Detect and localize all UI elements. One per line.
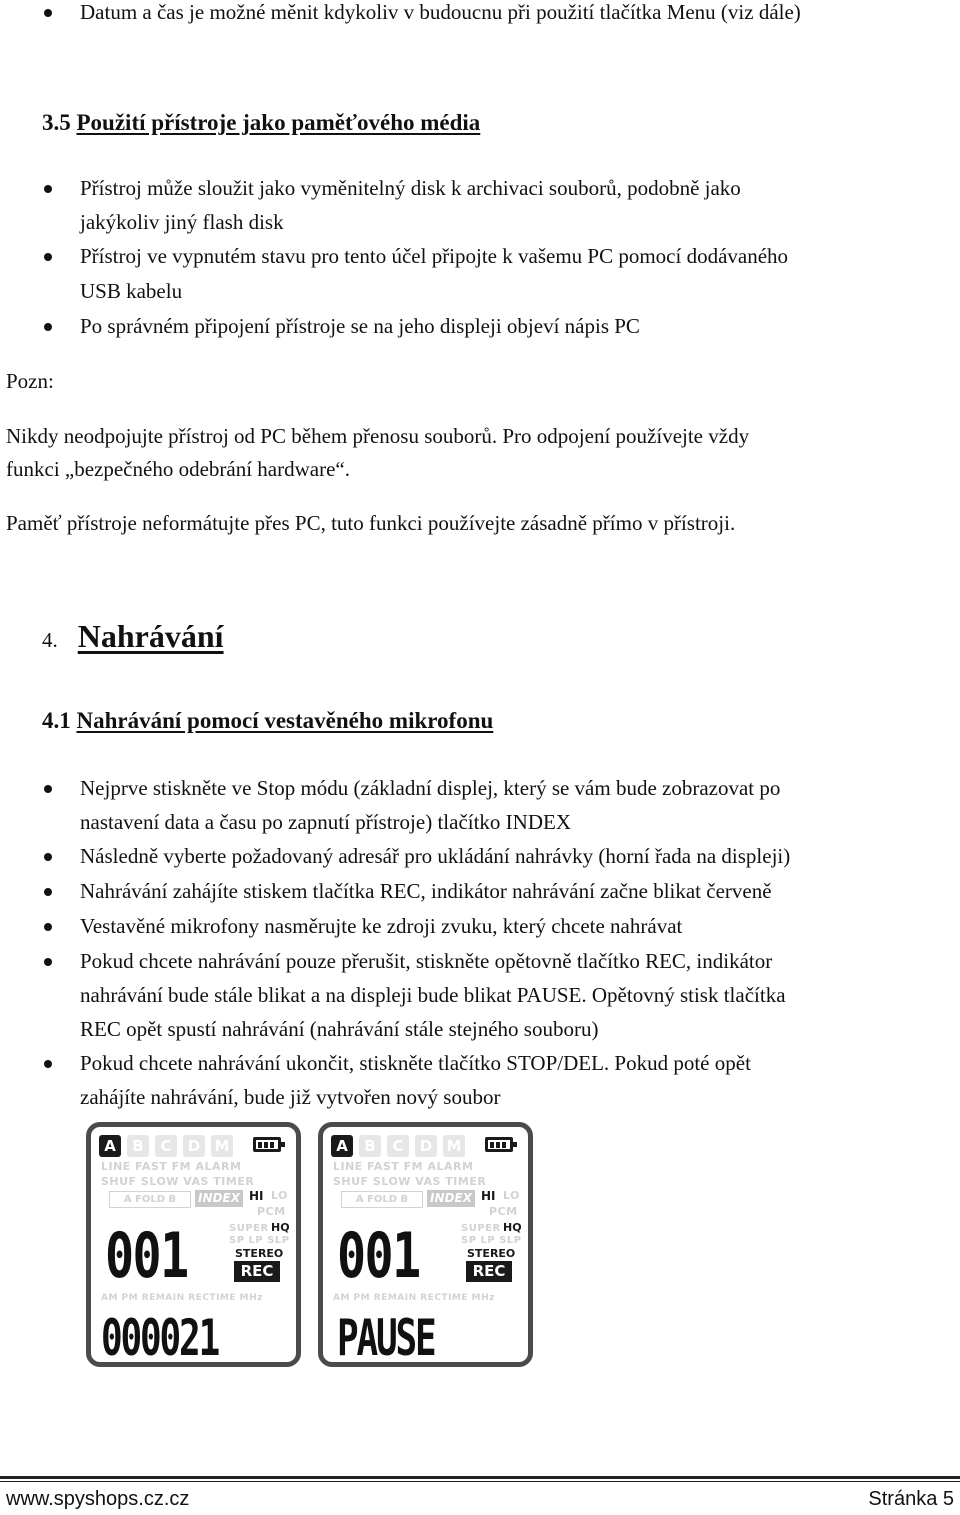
- bullet-dot: [44, 185, 52, 193]
- bullet-text: Následně vyberte požadovaný adresář pro ukládání nahrávky (horní řada na displeji): [80, 844, 791, 868]
- lcd-segment-row: LINE FAST FM ALARM: [101, 1160, 242, 1173]
- note-label: Pozn:: [6, 369, 54, 393]
- bullet-text: Přístroj ve vypnutém stavu pro tento účel připojte k vašemu PC pomocí dodávaného: [80, 244, 789, 268]
- super-indicator: SUPER: [461, 1223, 501, 1234]
- section-number: 4.1: [42, 708, 71, 733]
- folder-tag: M: [211, 1135, 233, 1157]
- chapter-title: Nahrávání: [77, 618, 224, 654]
- bullet-text: Přístroj může sloužit jako vyměnitelný disk k archivaci souborů, podobně jako: [80, 176, 741, 200]
- footer-divider: [0, 1476, 960, 1479]
- lo-indicator: LO: [271, 1189, 288, 1202]
- folder-tag: M: [443, 1135, 465, 1157]
- folder-tag: D: [415, 1135, 437, 1157]
- stereo-indicator: STEREO: [235, 1247, 284, 1260]
- bullet-text: Nahrávání zahájíte stiskem tlačítka REC, indikátor nahrávání začne blikat červeně: [80, 879, 772, 903]
- bullet-dot: [44, 323, 52, 331]
- folder-tag: C: [155, 1135, 177, 1157]
- bullet-text: Pokud chcete nahrávání ukončit, stiskněte tlačítko STOP/DEL. Pokud poté opět: [80, 1051, 751, 1075]
- pcm-indicator: PCM: [257, 1205, 286, 1218]
- super-indicator: SUPER: [229, 1223, 269, 1234]
- section-number: 3.5: [42, 110, 71, 135]
- lcd-segment-row: LINE FAST FM ALARM: [333, 1160, 474, 1173]
- bullet-dot: [44, 9, 52, 17]
- bullet-dot: [44, 853, 52, 861]
- bullet-text-continued: jakýkoliv jiný flash disk: [80, 210, 284, 234]
- section-heading-3-5: [42, 110, 480, 136]
- lcd-segment-row: SHUF SLOW VAS TIMER: [333, 1175, 487, 1188]
- index-indicator: INDEX: [427, 1190, 475, 1207]
- section-title: Použití přístroje jako paměťového média: [76, 110, 481, 135]
- section-heading-4-1: [42, 708, 493, 734]
- footer-divider: [0, 1481, 960, 1482]
- bullet-text: Pokud chcete nahrávání pouze přerušit, stiskněte opětovně tlačítko REC, indikátor: [80, 949, 773, 973]
- stereo-indicator: STEREO: [467, 1247, 516, 1260]
- note-paragraph-line: funkci „bezpečného odebrání hardware“.: [6, 457, 350, 481]
- folder-tag-active: A: [99, 1135, 121, 1157]
- folder-indicator: A FOLD B: [341, 1191, 423, 1208]
- lcd-display-paused: [318, 1122, 533, 1367]
- bullet-text-continued: nastavení data a času po zapnutí přístroje) tlačítko INDEX: [80, 810, 571, 834]
- bullet-text: Datum a čas je možné měnit kdykoliv v budoucnu při použití tlačítka Menu (viz dále): [80, 0, 801, 24]
- hi-indicator: HI: [249, 1189, 264, 1203]
- bullet-text: Nejprve stiskněte ve Stop módu (základní displej, který se vám bude zobrazovat po: [80, 776, 781, 800]
- track-number: 001: [337, 1219, 420, 1292]
- track-number: 001: [105, 1219, 188, 1292]
- bullet-text-continued: REC opět spustí nahrávání (nahrávání stále stejného souboru): [80, 1017, 599, 1041]
- lcd-time-row: AM PM REMAIN RECTIME MHz: [101, 1293, 263, 1303]
- section-title: Nahrávání pomocí vestavěného mikrofonu: [76, 708, 494, 733]
- folder-tag-active: A: [331, 1135, 353, 1157]
- bullet-text: Po správném připojení přístroje se na jeho displeji objeví nápis PC: [80, 314, 640, 338]
- bullet-dot: [44, 785, 52, 793]
- chapter-number: 4.: [42, 628, 58, 652]
- bullet-dot: [44, 888, 52, 896]
- rec-indicator: REC: [234, 1261, 280, 1282]
- bullet-text-continued: USB kabelu: [80, 279, 183, 303]
- index-indicator: INDEX: [195, 1190, 243, 1207]
- bullet-dot: [44, 1060, 52, 1068]
- battery-icon: [485, 1137, 513, 1152]
- hq-indicator: HQ: [503, 1221, 522, 1234]
- bullet-dot: [44, 253, 52, 261]
- folder-indicator: A FOLD B: [109, 1191, 191, 1208]
- quality-indicator: SP LP SLP: [461, 1235, 522, 1246]
- note-paragraph-line: Nikdy neodpojujte přístroj od PC během přenosu souborů. Pro odpojení používejte vždy: [6, 424, 750, 448]
- pause-display: PAUSE: [337, 1309, 435, 1367]
- folder-tag: B: [359, 1135, 381, 1157]
- lcd-time-row: AM PM REMAIN RECTIME MHz: [333, 1293, 495, 1303]
- footer-website: www.spyshops.cz.cz: [6, 1488, 190, 1510]
- lcd-segment-row: SHUF SLOW VAS TIMER: [101, 1175, 255, 1188]
- folder-tag: C: [387, 1135, 409, 1157]
- bullet-dot: [44, 923, 52, 931]
- quality-indicator: SP LP SLP: [229, 1235, 290, 1246]
- bullet-text: Vestavěné mikrofony nasměrujte ke zdroji zvuku, který chcete nahrávat: [80, 914, 683, 938]
- folder-tag: D: [183, 1135, 205, 1157]
- lcd-display-recording: [86, 1122, 301, 1367]
- bullet-dot: [44, 958, 52, 966]
- counter-display: 000021: [101, 1309, 219, 1367]
- hi-indicator: HI: [481, 1189, 496, 1203]
- note-paragraph: Paměť přístroje neformátujte přes PC, tuto funkci používejte zásadně přímo v přístroji.: [6, 511, 736, 535]
- chapter-heading: [42, 618, 224, 655]
- rec-indicator: REC: [466, 1261, 512, 1282]
- lo-indicator: LO: [503, 1189, 520, 1202]
- hq-indicator: HQ: [271, 1221, 290, 1234]
- footer-page-number: Stránka 5: [868, 1488, 954, 1510]
- battery-icon: [253, 1137, 281, 1152]
- pcm-indicator: PCM: [489, 1205, 518, 1218]
- folder-tag: B: [127, 1135, 149, 1157]
- bullet-text-continued: zahájíte nahrávání, bude již vytvořen nový soubor: [80, 1085, 501, 1109]
- bullet-text-continued: nahrávání bude stále blikat a na displeji bude blikat PAUSE. Opětovný stisk tlačítka: [80, 983, 786, 1007]
